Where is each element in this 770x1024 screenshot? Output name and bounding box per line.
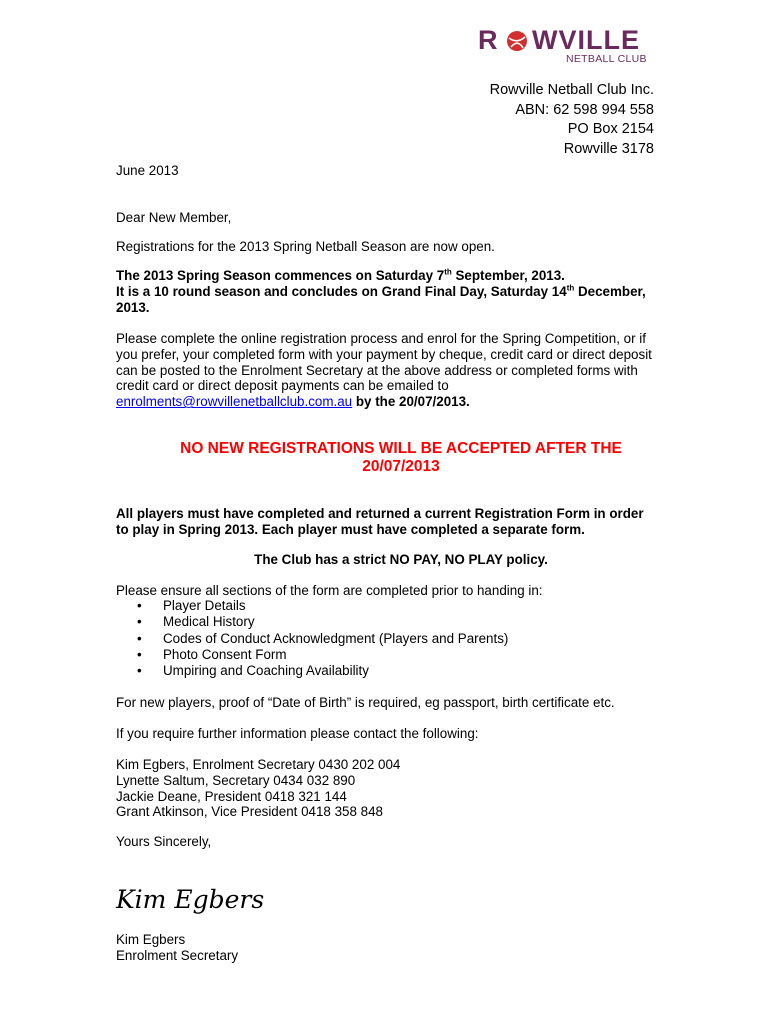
registration-notice: NO NEW REGISTRATIONS WILL BE ACCEPTED AFTER THE 20/07/2013 [180, 440, 622, 475]
logo-letters [478, 24, 654, 56]
season-dates: The 2013 Spring Season commences on Saturday 7th September, 2013. It is a 10 round season and concludes on Grand Final Day, Saturday 14th December, 2013. [116, 267, 646, 315]
contact-line: Kim Egbers, Enrolment Secretary 0430 202 004 [116, 757, 401, 772]
signer-block [116, 932, 676, 964]
address-line: Rowville 3178 [563, 140, 654, 157]
closing-text: Yours Sincerely, [116, 834, 212, 849]
list-item: • Photo Consent Form [116, 647, 508, 663]
form-sections-list [116, 598, 508, 679]
address-line: PO Box 2154 [567, 121, 654, 137]
signer-title: Enrolment Secretary [116, 947, 239, 963]
handwritten-signature [114, 880, 274, 920]
players-requirement: All players must have completed and returned a current Registration Form in order to play in Spring 2013. Each player must have completed a separate form. [116, 506, 644, 537]
list-item: • Codes of Conduct Acknowledgment (Players and Parents) [116, 631, 508, 647]
netball-icon [506, 30, 528, 52]
svg-text:R: R [478, 25, 499, 55]
ensure-text: Please ensure all sections of the form are completed prior to handing in: [116, 583, 543, 598]
list-item: • Umpiring and Coaching Availability [116, 663, 508, 679]
list-item: • Player Details [116, 598, 508, 614]
contact-line: Grant Atkinson, Vice President 0418 358 848 [116, 804, 384, 820]
intro-text: Registrations for the 2013 Spring Netball Season are now open. [116, 239, 495, 254]
address-line: Rowville Netball Club Inc. [489, 82, 654, 98]
address-line: ABN: 62 598 994 558 [515, 101, 654, 118]
registration-process: Please complete the online registration process and enrol for the Spring Competition, or if you prefer, your completed form with your payment by cheque, credit card or direct deposit can be posted to the Enrolment Secretary at the above address or completed forms with credit card or direct deposit payments can be emailed to enrolments@rowvillenetballclub.com.au by the 20/07/2013. [116, 331, 652, 410]
list-item: • Medical History [116, 614, 508, 630]
svg-text:Kim Egbers: Kim Egbers [116, 885, 265, 914]
enrolment-email-link[interactable]: enrolments@rowvillenetballclub.com.au [116, 394, 353, 410]
club-logo [478, 24, 654, 66]
svg-text:WVILLE: WVILLE [532, 25, 640, 55]
deadline-text: by the 20/07/2013. [352, 394, 470, 410]
logo-subtitle: NETBALL CLUB [566, 53, 647, 65]
signer-name: Kim Egbers [116, 932, 186, 947]
contact-line: Lynette Saltum, Secretary 0434 032 890 [116, 772, 356, 788]
proof-text: For new players, proof of “Date of Birth” is required, eg passport, birth certificate etc. [116, 695, 615, 710]
salutation: Dear New Member, [116, 210, 232, 225]
policy-text: The Club has a strict NO PAY, NO PLAY policy. [254, 552, 548, 567]
further-info-text: If you require further information please contact the following: [116, 726, 479, 741]
letter-date: June 2013 [116, 163, 179, 178]
club-address [490, 81, 654, 159]
contacts-list [116, 757, 676, 820]
contact-line: Jackie Deane, President 0418 321 144 [116, 788, 347, 804]
